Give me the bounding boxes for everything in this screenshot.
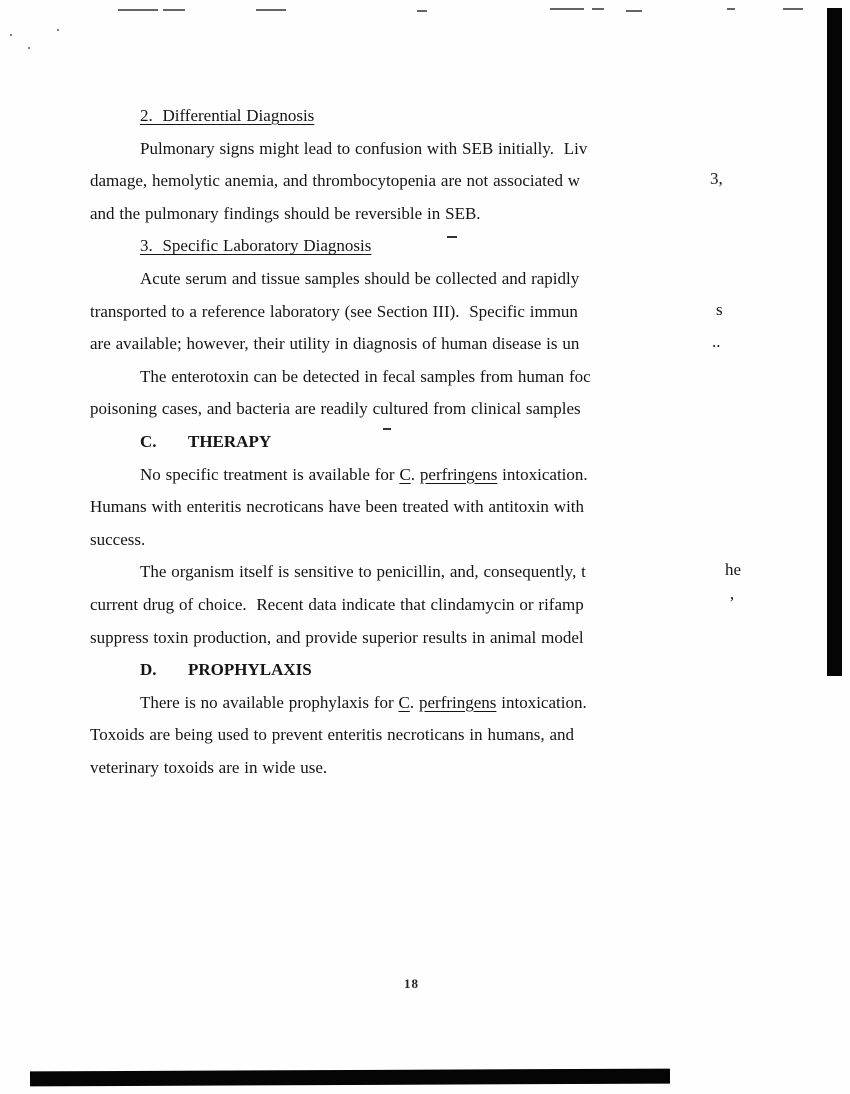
section-title: PROPHYLAXIS	[188, 660, 312, 680]
scan-noise-dot	[28, 47, 30, 49]
genus-abbrev: C	[399, 464, 411, 484]
edge-text-fragment: he	[725, 560, 742, 579]
text-segment: .	[409, 692, 419, 712]
section-heading-laboratory-diagnosis	[90, 230, 690, 263]
section-heading-prophylaxis	[90, 654, 690, 687]
section-letter: C.	[140, 431, 157, 451]
genus-abbrev: C	[398, 692, 410, 712]
paragraph-line: damage, hemolytic anemia, and thrombocytopenia are not associated w	[90, 171, 581, 191]
text-segment: There is no available prophylaxis for	[140, 692, 399, 712]
edge-text-fragment: 3,	[710, 169, 723, 188]
scan-noise-dash	[118, 9, 158, 11]
scan-noise-dash	[417, 10, 427, 12]
edge-text-fragment: ..	[712, 332, 721, 351]
paragraph-line: success.	[90, 529, 146, 549]
heading-text: 3. Specific Laboratory Diagnosis	[140, 236, 372, 256]
scan-noise-dash	[163, 9, 185, 11]
paragraph-line: suppress toxin production, and provide superior results in animal model	[90, 627, 584, 647]
scan-artifact-right-bar	[827, 8, 842, 676]
scan-noise-dash	[256, 9, 286, 11]
paragraph-line: Humans with enteritis necroticans have been treated with antitoxin with	[90, 497, 585, 517]
species-name: perfringens	[418, 692, 497, 712]
paragraph-line: Toxoids are being used to prevent enteritis necroticans in humans, and	[90, 725, 574, 745]
paragraph-line: are available; however, their utility in diagnosis of human disease is un	[90, 334, 580, 354]
scan-noise-dash	[727, 8, 735, 10]
paragraph-line: Acute serum and tissue samples should be collected and rapidly	[140, 268, 580, 288]
paragraph-line: poisoning cases, and bacteria are readily cultured from clinical samples	[90, 399, 581, 419]
scan-noise-dash	[592, 8, 604, 10]
paragraph-line: The organism itself is sensitive to penicillin, and, consequently, t	[140, 562, 586, 582]
page-number: 18	[404, 976, 419, 991]
scan-noise-dash	[550, 8, 584, 10]
edge-text-fragment: s	[716, 300, 723, 319]
paragraph-line: transported to a reference laboratory (see Section III). Specific immun	[90, 301, 578, 321]
heading-text: 2. Differential Diagnosis	[140, 106, 315, 125]
paragraph-line: and the pulmonary findings should be reversible in SEB.	[90, 203, 481, 223]
text-segment: intoxication.	[496, 692, 587, 712]
text-segment: intoxication.	[497, 464, 588, 484]
scan-noise-dash	[783, 8, 803, 10]
scan-artifact-bottom-bar	[30, 1069, 670, 1087]
paragraph-line: current drug of choice. Recent data indicate that clindamycin or rifamp	[90, 594, 584, 614]
paragraph-line	[90, 687, 690, 720]
scan-noise-dash	[626, 10, 642, 12]
species-name: perfringens	[419, 464, 498, 484]
section-heading-therapy	[90, 426, 690, 459]
section-letter: D.	[140, 660, 157, 680]
paragraph-line: The enterotoxin can be detected in fecal samples from human foc	[140, 366, 591, 386]
scan-noise-dot	[10, 34, 12, 36]
edge-text-fragment: ’	[729, 593, 735, 612]
document-text	[90, 100, 690, 784]
text-segment: No specific treatment is available for	[140, 464, 400, 484]
paragraph-line: Pulmonary signs might lead to confusion with SEB initially. Liv	[140, 138, 588, 158]
paragraph-line	[90, 459, 690, 492]
paragraph-line: veterinary toxoids are in wide use.	[90, 757, 328, 777]
section-title: THERAPY	[188, 431, 272, 451]
scan-noise-dot	[57, 29, 59, 31]
text-segment: .	[410, 464, 420, 484]
section-heading-differential-diagnosis	[90, 100, 690, 133]
